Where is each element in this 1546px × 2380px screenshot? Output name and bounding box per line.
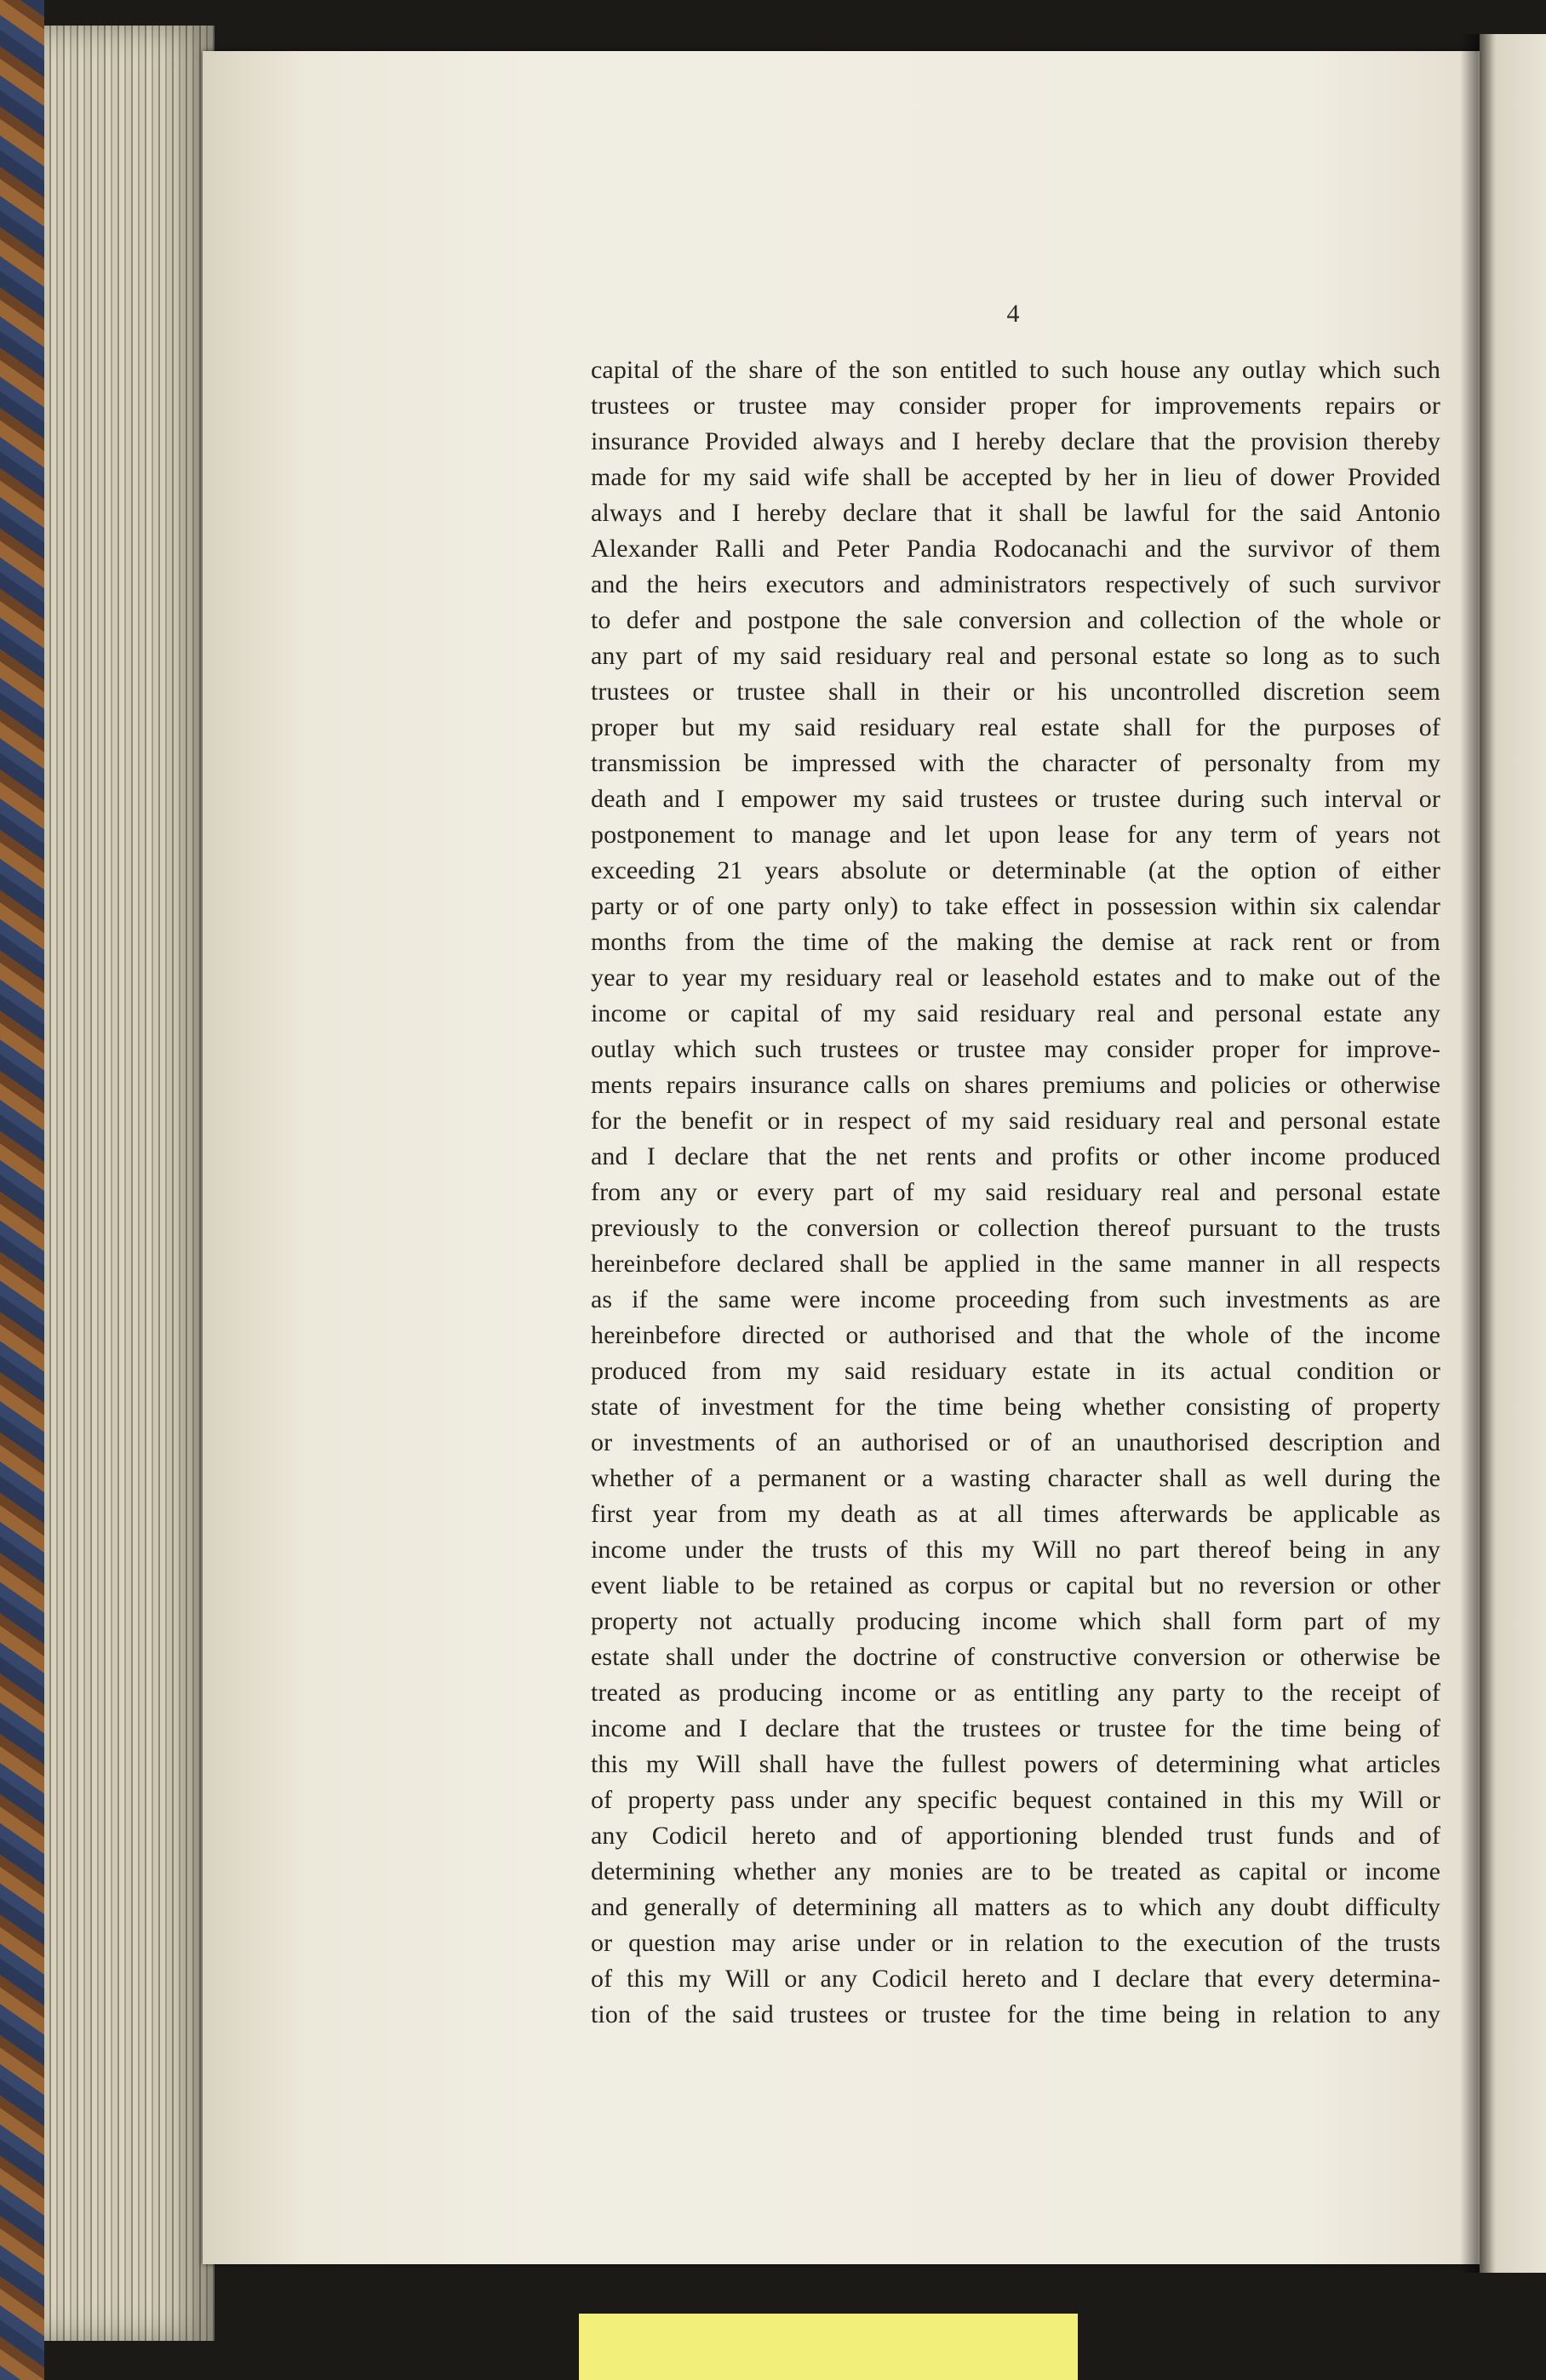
- text-line: this my Will shall have the fullest powers of determining what articles: [591, 1750, 1440, 1778]
- text-line: tion of the said trustees or trustee for the time being in relation to any: [591, 2000, 1440, 2028]
- text-line: previously to the conversion or collection thereof pursuant to the trusts: [591, 1214, 1440, 1242]
- text-line: to defer and postpone the sale conversion and collection of the whole or: [591, 606, 1440, 634]
- text-line: event liable to be retained as corpus or capital but no reversion or other: [591, 1571, 1440, 1599]
- book-cover-edge: [0, 0, 44, 2380]
- text-line: trustees or trustee may consider proper for improvements repairs or: [591, 392, 1440, 420]
- text-line: of property pass under any specific bequest contained in this my Will or: [591, 1786, 1440, 1814]
- page-number: 4: [1006, 300, 1020, 328]
- text-line: or question may arise under or in relation to the execution of the trusts: [591, 1929, 1440, 1957]
- text-line: from any or every part of my said residuary real and personal estate: [591, 1178, 1440, 1206]
- text-line: for the benefit or in respect of my said residuary real and personal estate: [591, 1107, 1440, 1135]
- text-line: proper but my said residuary real estate shall for the purposes of: [591, 713, 1440, 741]
- text-line: first year from my death as at all times afterwards be applicable as: [591, 1500, 1440, 1528]
- text-line: year to year my residuary real or leasehold estates and to make out of the: [591, 964, 1440, 992]
- text-line: insurance Provided always and I hereby declare that the provision thereby: [591, 427, 1440, 455]
- text-line: treated as producing income or as entitling any party to the receipt of: [591, 1679, 1440, 1707]
- text-line: ments repairs insurance calls on shares premiums and policies or otherwise: [591, 1071, 1440, 1099]
- text-line: income or capital of my said residuary real and personal estate any: [591, 999, 1440, 1027]
- sticky-tab: [579, 2314, 1078, 2380]
- text-line: trustees or trustee shall in their or his uncontrolled discretion seem: [591, 678, 1440, 706]
- text-line: months from the time of the making the demise at rack rent or from: [591, 928, 1440, 956]
- text-line: property not actually producing income which shall form part of my: [591, 1607, 1440, 1635]
- text-line: outlay which such trustees or trustee may consider proper for improve-: [591, 1035, 1440, 1063]
- page-stack-edges: [44, 26, 215, 2341]
- text-line: hereinbefore directed or authorised and that the whole of the income: [591, 1321, 1440, 1349]
- body-text: [591, 352, 1440, 2033]
- text-line: state of investment for the time being whether consisting of property: [591, 1393, 1440, 1421]
- text-line: postponement to manage and let upon lease for any term of years not: [591, 821, 1440, 849]
- text-line: any Codicil hereto and of apportioning blended trust funds and of: [591, 1822, 1440, 1850]
- text-line: capital of the share of the son entitled to such house any outlay which such: [591, 356, 1440, 384]
- text-line: made for my said wife shall be accepted by her in lieu of dower Provided: [591, 463, 1440, 491]
- text-line: death and I empower my said trustees or trustee during such interval or: [591, 785, 1440, 813]
- text-line: of this my Will or any Codicil hereto and I declare that every determina-: [591, 1965, 1440, 1993]
- text-line: always and I hereby declare that it shall be lawful for the said Antonio: [591, 499, 1440, 527]
- text-line: any part of my said residuary real and personal estate so long as to such: [591, 642, 1440, 670]
- text-line: or investments of an authorised or of an unauthorised description and: [591, 1428, 1440, 1456]
- text-line: income under the trusts of this my Will no part thereof being in any: [591, 1536, 1440, 1564]
- text-line: income and I declare that the trustees or trustee for the time being of: [591, 1714, 1440, 1742]
- text-line: party or of one party only) to take effect in possession within six calendar: [591, 892, 1440, 920]
- text-line: and generally of determining all matters as to which any doubt difficulty: [591, 1893, 1440, 1921]
- text-line: and the heirs executors and administrators respectively of such survivor: [591, 570, 1440, 598]
- text-line: estate shall under the doctrine of constructive conversion or otherwise be: [591, 1643, 1440, 1671]
- spine-shadow: [1460, 34, 1494, 2273]
- text-line: transmission be impressed with the character of personalty from my: [591, 749, 1440, 777]
- text-line: as if the same were income proceeding from such investments as are: [591, 1285, 1440, 1313]
- text-line: hereinbefore declared shall be applied in the same manner in all respects: [591, 1250, 1440, 1278]
- text-line: Alexander Ralli and Peter Pandia Rodocanachi and the survivor of them: [591, 535, 1440, 563]
- text-line: and I declare that the net rents and profits or other income produced: [591, 1142, 1440, 1170]
- text-line: exceeding 21 years absolute or determinable (at the option of either: [591, 856, 1440, 884]
- text-line: whether of a permanent or a wasting character shall as well during the: [591, 1464, 1440, 1492]
- text-line: determining whether any monies are to be treated as capital or income: [591, 1857, 1440, 1885]
- text-line: produced from my said residuary estate in its actual condition or: [591, 1357, 1440, 1385]
